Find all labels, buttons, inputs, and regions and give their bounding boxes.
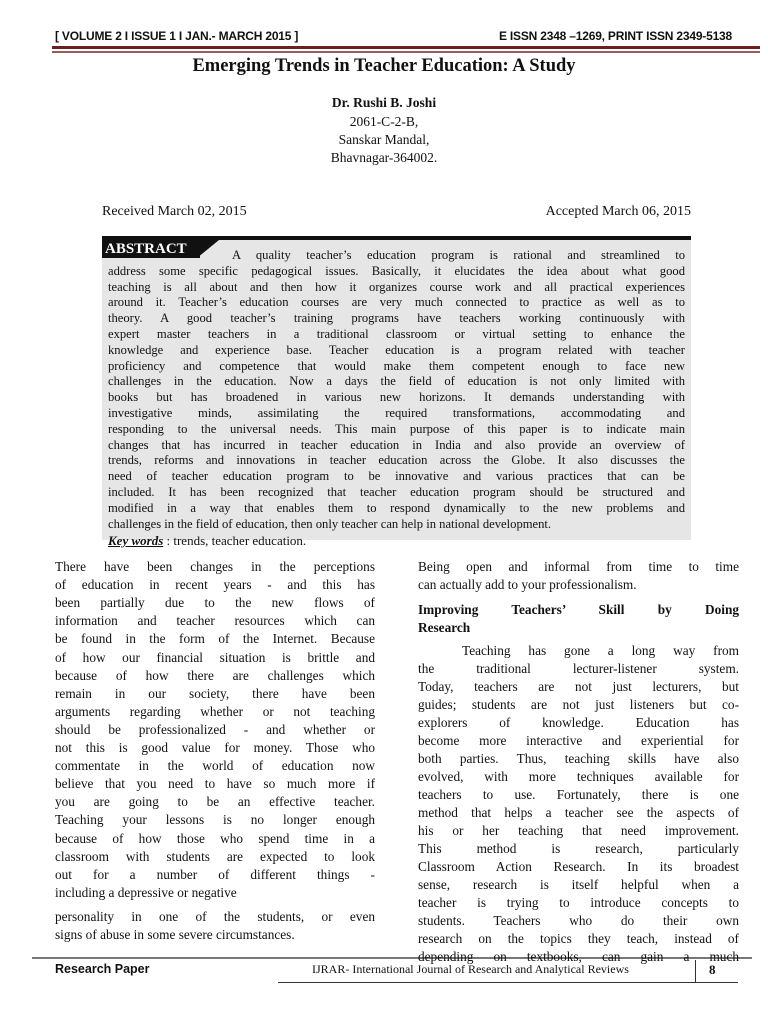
body-text-line: Teaching has gone a long way from (462, 643, 739, 658)
page-number: 8 (709, 962, 716, 977)
abstract-line: proficiency and competence that would make them competent enough to face new (108, 358, 685, 373)
abstract-line: around it. Teacher’s education courses are very much connected to practice as well as to (108, 295, 685, 310)
abstract-line: teaching is all about and then how it organizes course work and all practical experiences (108, 279, 685, 294)
author-address-line: 2061-C-2-B, (349, 114, 419, 129)
abstract-line: theory. A good teacher’s training programs have teachers working continuously with (108, 311, 685, 326)
body-text-line: not this is good value for money. Those who (55, 740, 375, 755)
body-text-line: method that helps a teacher see the aspects of (418, 805, 739, 820)
body-text-line: because of how those who spend time in a (55, 830, 375, 846)
body-text-line: guides; students are not just listeners but co- (418, 697, 739, 712)
body-text-line: research on the topics they teach, instead of (418, 931, 739, 946)
abstract-line: knowledge and experience base. Teacher education is a program related with teacher (108, 342, 685, 357)
abstract-line: changes that has incurred in teacher education in India and also provide an overview of (108, 437, 685, 452)
body-text-line: classroom with students are expected to look (55, 848, 375, 864)
abstract-line: challenges in the education. Now a days the field of education is not only limited with (108, 374, 685, 389)
footer-paper-type: Research Paper (55, 962, 150, 976)
author-name: Dr. Rushi B. Joshi (331, 95, 437, 110)
keywords-value: : trends, teacher education. (163, 533, 307, 548)
abstract-label-tab (197, 240, 219, 258)
header-rule (52, 46, 760, 49)
footer-journal: IJRAR- International Journal of Research and Analytical Reviews (312, 962, 629, 976)
body-text-line: teacher is trying to introduce concepts to (418, 895, 739, 910)
keywords-label: Key words (108, 533, 164, 548)
body-text-line: the traditional lecturer-listener system. (418, 661, 739, 676)
author-address-line: Sanskar Mandal, (338, 132, 430, 147)
received-date: Received March 02, 2015 (102, 204, 247, 219)
body-text-line: There have been changes in the perceptions (55, 559, 375, 574)
body-text-line: can actually add to your professionalism. (418, 577, 637, 592)
body-text-line: evolved, with more techniques available for (418, 769, 739, 784)
abstract-line: challenges in the field of education, then only teacher can help in national development. (108, 516, 552, 531)
body-text-line: personality in one of the students, or even (55, 908, 375, 924)
body-text-line: become more interactive and experiential for (418, 733, 739, 748)
body-text-line: Teaching your lessons is no longer enough (55, 812, 375, 828)
keywords (108, 533, 306, 549)
abstract-line: expert master teachers in a traditional classroom or virtual setting to enhance the (108, 327, 685, 341)
volume-issue-header: [ VOLUME 2 I ISSUE 1 I JAN.- MARCH 2015 ] (55, 29, 299, 43)
body-text-line: teachers to use. Fortunately, there is one (418, 787, 739, 802)
body-text-line: depending on textbooks, can gain a much (418, 949, 739, 964)
body-text-line: signs of abuse in some severe circumstances. (55, 927, 295, 942)
abstract-line: address some specific pedagogical issues. Basically, it elucidates the idea about what good (108, 263, 685, 278)
issn-header: E ISSN 2348 –1269, PRINT ISSN 2349-5138 (498, 29, 732, 43)
body-text-line: remain in our society, there have been (55, 685, 375, 701)
body-text-line: including a depressive or negative (55, 884, 237, 900)
body-text-line: commentate in the world of education now (55, 758, 375, 774)
body-text-line: should be professionalized - and whether or (55, 721, 375, 737)
header-rule-thin (52, 51, 760, 53)
body-text-line: This method is research, particularly (418, 841, 739, 856)
section-heading: Improving Teachers’ Skill by Doing (418, 602, 739, 617)
author-address-line: Bhavnagar-364002. (330, 150, 438, 165)
body-text-line: sense, research is itself helpful when a (418, 877, 739, 892)
abstract-label: ABSTRACT (102, 240, 200, 258)
body-text-line: Today, teachers are not just lecturers, but (418, 679, 739, 694)
paper-title: Emerging Trends in Teacher Education: A Study (192, 56, 576, 76)
body-text-line: out for a number of different things - (55, 866, 375, 882)
abstract-line: books but has broadened in various new horizons. It demands understanding with (108, 390, 685, 405)
body-text-line: his or her teaching that need improvement. (418, 823, 739, 838)
abstract-line: included. It has been recognized that teacher education program should be structured and (108, 485, 685, 499)
abstract-line: A quality teacher’s education program is rational and streamlined to (232, 248, 685, 262)
body-text-line: Classroom Action Research. In its broadest (418, 859, 739, 874)
abstract-line: modified in a way that enables them to respond dynamically to the new problems and (108, 500, 685, 515)
body-text-line: Being open and informal from time to time (418, 559, 739, 574)
body-text-line: information and teacher resources which can (55, 613, 375, 629)
section-heading: Research (418, 620, 471, 635)
body-text-line: of how our financial situation is brittle and (55, 649, 375, 665)
footer-underline (278, 982, 738, 983)
abstract-line: need of teacher education program to be innovative and various practices that can be (108, 469, 685, 484)
abstract-line: trends, reforms and innovations in teacher education across the Globe. It also discusses the (108, 453, 685, 468)
body-text-line: arguments regarding whether or not teaching (55, 703, 375, 719)
abstract-line: investigative minds, assimilating the required transformations, accommodating and (108, 406, 685, 420)
body-text-line: been partially due to the new flows of (55, 595, 375, 611)
body-text-line: you are going to be an effective teacher. (55, 794, 375, 810)
body-text-line: of education in recent years - and this has (55, 577, 375, 593)
body-text-line: both parties. Thus, teaching skills have also (418, 751, 739, 766)
body-text-line: because of how there are challenges which (55, 667, 375, 683)
accepted-date: Accepted March 06, 2015 (545, 204, 691, 219)
body-text-line: students. Teachers who do their own (418, 913, 739, 928)
body-text-line: believe that you need to have so much more if (55, 776, 375, 792)
body-text-line: be found in the form of the Internet. Because (55, 631, 375, 647)
body-text-line: explorers of knowledge. Education has (418, 715, 739, 730)
abstract-line: responding to the universal needs. This main purpose of this paper is to indicate main (108, 421, 685, 436)
